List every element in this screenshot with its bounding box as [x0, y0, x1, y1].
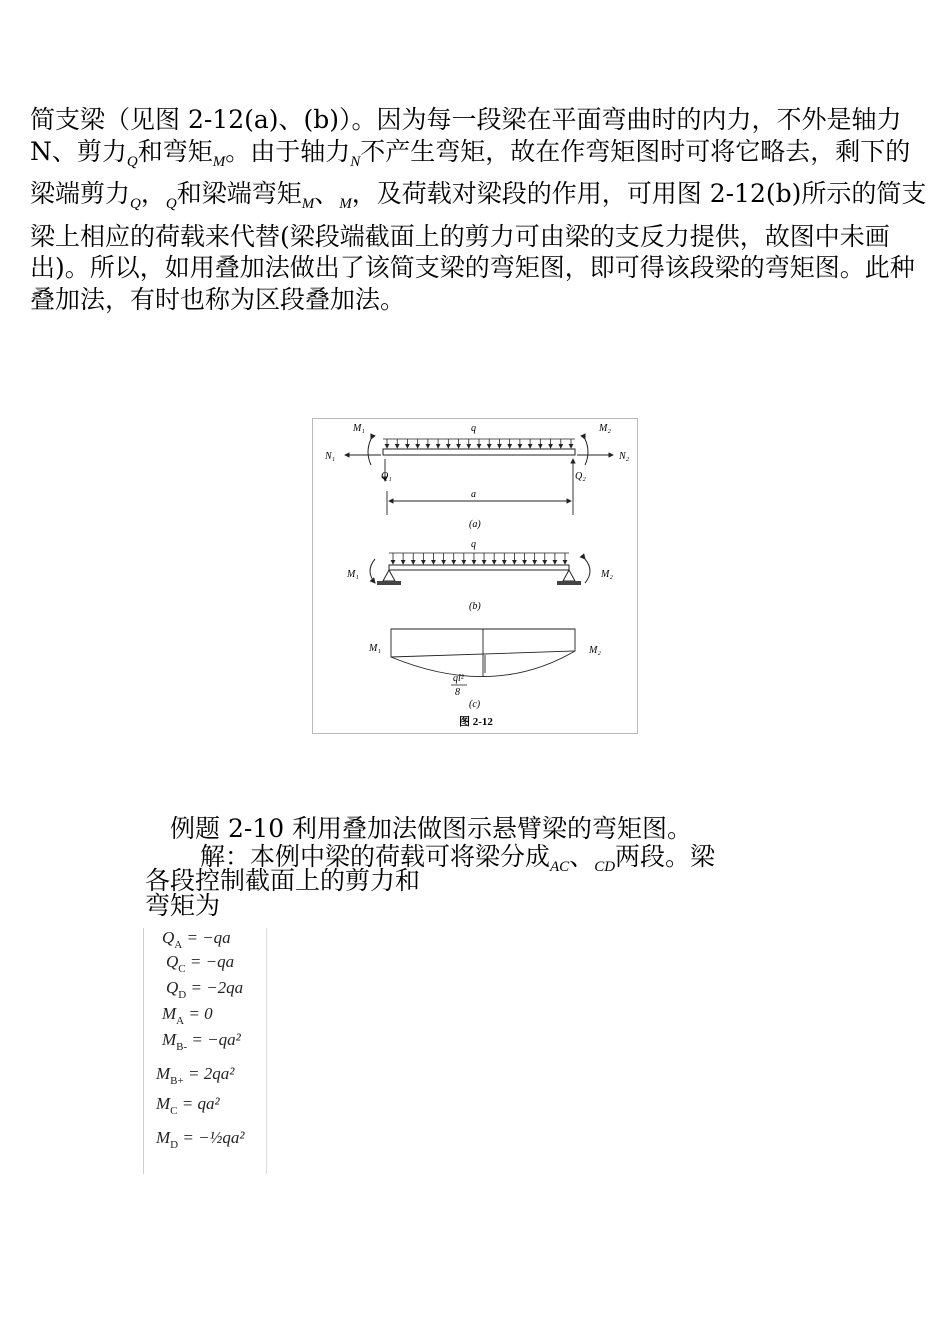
example-text-line: 弯矩为: [145, 891, 221, 920]
label-m2: M₂: [601, 569, 613, 580]
formula-symbol: M: [162, 1004, 177, 1023]
symbol-m: M: [212, 153, 226, 170]
para-text: ，及荷载对梁段的作用，可用图 2-12(b)所示的简支梁上相应的荷载来代替(梁段端截面上的剪力可由梁的支反力提供，故图中未画出)。所以，如用叠加法做出了该简支梁的弯矩图，即可得该段梁的弯矩图。此种叠加法，有时也称为区段叠加法。: [30, 179, 927, 314]
label-n2: N₂: [619, 451, 630, 462]
para-text: ，: [140, 179, 166, 208]
label-n1: N₁: [325, 451, 336, 462]
formula-subscript: D: [170, 1139, 179, 1151]
solution-text: 解：本例中梁的荷载可将梁分成: [200, 842, 551, 871]
distributed-load-b: [393, 553, 565, 564]
solution-text: 两段。梁: [615, 842, 716, 871]
diagram-c: [391, 629, 575, 677]
formula-subscript: D: [178, 989, 187, 1001]
caption-b: (b): [469, 601, 481, 612]
formula-rhs: = −qa: [182, 928, 231, 947]
formula-rhs: = −½qa²: [178, 1128, 245, 1147]
formula-symbol: M: [156, 1094, 171, 1113]
formula-subscript: A: [176, 1015, 185, 1027]
para-text: 、: [314, 179, 340, 208]
fraction-denominator: 8: [455, 687, 460, 698]
formula-line: [166, 952, 234, 975]
formula-subscript: B+: [170, 1075, 184, 1087]
caption-c: (c): [469, 699, 481, 710]
formula-symbol: Q: [166, 978, 179, 997]
formula-line: [156, 1128, 244, 1151]
fraction-numerator: ql²: [453, 673, 464, 684]
formula-subscript: A: [174, 939, 183, 951]
formula-subscript: C: [178, 963, 186, 975]
formula-line: [162, 1030, 241, 1053]
label-q: q: [471, 423, 476, 434]
para-text: 。由于轴力: [225, 136, 351, 166]
formula-line: [156, 1064, 234, 1087]
formula-subscript: C: [170, 1105, 178, 1117]
example-text-line: 各段控制截面上的剪力和: [145, 866, 421, 895]
symbol-m: M: [301, 196, 315, 212]
body-paragraph: [30, 104, 935, 315]
formula-symbol: Q: [166, 952, 179, 971]
formula-symbol: M: [156, 1128, 171, 1147]
label-m1: M₁: [369, 643, 381, 654]
formula-rhs: = −qa: [185, 952, 235, 971]
formula-line: [162, 928, 231, 951]
label-m1: M₁: [353, 423, 365, 434]
figure-title: 图 2-12: [459, 716, 493, 728]
label-m2: M₂: [599, 423, 611, 434]
formula-line: [166, 978, 243, 1001]
formula-rhs: = −2qa: [186, 978, 244, 997]
para-text: 和梁端弯矩: [176, 179, 302, 208]
label-m2: M₂: [589, 645, 601, 656]
symbol-q: Q: [130, 196, 141, 212]
formula-line: [156, 1094, 220, 1117]
label-q1: Q₁: [381, 471, 392, 482]
formula-symbol: Q: [162, 928, 175, 947]
beam-figure: [312, 418, 638, 734]
formula-list: [143, 928, 267, 1174]
symbol-n: N: [350, 153, 361, 170]
label-q2: Q₂: [575, 471, 586, 482]
distributed-load-a: [387, 439, 571, 448]
symbol-q: Q: [165, 196, 177, 212]
label-m1: M₁: [347, 569, 359, 580]
label-a: a: [471, 489, 476, 500]
formula-line: [162, 1004, 213, 1027]
formula-symbol: M: [156, 1064, 171, 1083]
formula-rhs: = −qa²: [187, 1030, 241, 1049]
formula-rhs: = 0: [184, 1004, 213, 1023]
symbol-m: M: [339, 196, 352, 212]
formula-rhs: = qa²: [177, 1094, 220, 1113]
formula-symbol: M: [162, 1030, 177, 1049]
formula-rhs: = 2qa²: [183, 1064, 235, 1083]
para-text: 和弯矩: [137, 136, 213, 166]
symbol-q: Q: [126, 153, 138, 170]
symbol-cd: CD: [594, 859, 616, 875]
caption-a: (a): [469, 519, 481, 530]
label-q: q: [471, 539, 476, 550]
solution-text: 、: [569, 842, 595, 871]
formula-subscript: B-: [176, 1041, 188, 1053]
symbol-ac: AC: [550, 859, 570, 875]
example-title: 例题 2-10 利用叠加法做图示悬臂梁的弯矩图。: [170, 814, 693, 843]
diagram-b: [370, 553, 590, 585]
para-text: 简支梁（见图 2-12(a)、(b)）。因为每一段梁在平面弯曲时的内力，不外是轴力 N、剪力: [30, 105, 902, 166]
para-text: 不产生弯矩，故在作弯矩图时可将它略去，剩下的梁端剪力: [30, 136, 911, 208]
